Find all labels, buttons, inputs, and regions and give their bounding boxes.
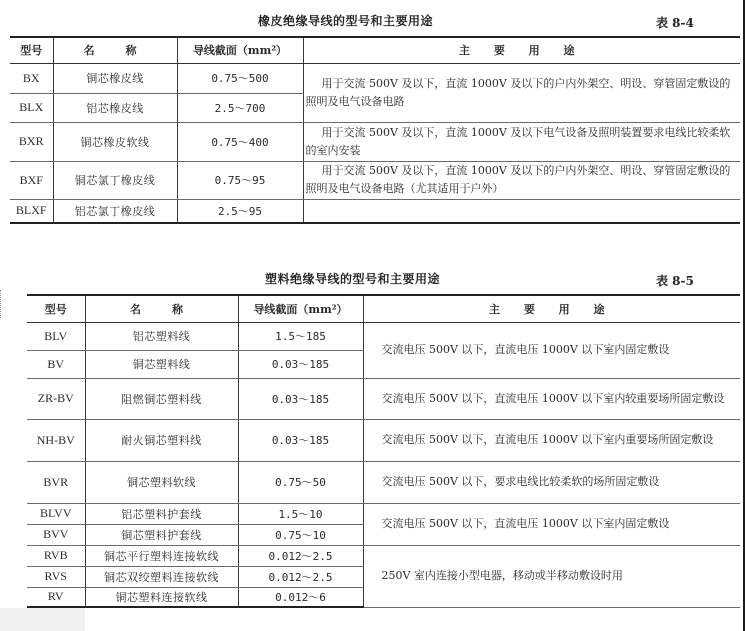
cell-name: 铜芯双绞塑料连接软线 — [85, 566, 238, 587]
cell-section: 0.75～400 — [177, 122, 303, 161]
table-8-4-caption: 橡皮绝缘导线的型号和主要用途 — [258, 14, 434, 28]
cell-section: 1.5～185 — [238, 322, 363, 350]
cell-name: 铜芯平行塑料连接软线 — [85, 545, 238, 566]
cell-name: 铜芯氯丁橡皮线 — [53, 161, 177, 199]
cell-section: 0.012～2.5 — [238, 566, 363, 587]
cell-usage — [363, 461, 740, 503]
usage-text: 交流电压 500V 以下，直流电压 1000V 以下室内重要场所固定敷设 — [381, 433, 714, 446]
cell-name: 铝芯塑料线 — [85, 322, 238, 350]
usage-text: 交流电压 500V 以下，直流电压 1000V 以下室内固定敷设 — [381, 343, 670, 356]
cell-name: 铜芯橡皮线 — [53, 63, 177, 93]
table-8-4 — [10, 36, 740, 224]
header-section: 导线截面（mm²） — [177, 37, 303, 63]
usage-text: 用于交流 500V 及以下，直流 1000V 及以下的户内外架空、明设、穿管固定敷设的照明及电气设备电路 — [305, 76, 731, 108]
usage-text: 用于交流 500V 及以下，直流 1000V 及以下电气设备及照明装置要求电线比较柔软的室内安装 — [305, 125, 731, 157]
table-8-5-number: 表 8-5 — [656, 274, 694, 288]
cell-section: 0.75～500 — [177, 63, 303, 93]
table-row — [10, 199, 740, 223]
usage-text: 交流电压 500V 以下，要求电线比较柔软的场所固定敷设 — [381, 475, 660, 488]
cell-usage — [363, 322, 740, 378]
cell-section: 0.012～6 — [238, 587, 363, 607]
table-row — [27, 503, 740, 524]
table-row — [27, 419, 740, 461]
cell-usage — [303, 63, 740, 122]
cell-name: 阻燃铜芯塑料线 — [85, 378, 238, 419]
usage-text: 250V 室内连接小型电器，移动或半移动敷设时用 — [381, 569, 623, 582]
table-row — [10, 63, 740, 93]
cell-model: BV — [27, 350, 85, 378]
header-model: 型号 — [10, 37, 53, 63]
header-model: 型号 — [27, 295, 85, 322]
cell-section: 0.75～95 — [177, 161, 303, 199]
cell-name: 铝芯塑料护套线 — [85, 503, 238, 524]
cell-name: 铜芯塑料护套线 — [85, 524, 238, 545]
corner-shade — [0, 608, 85, 631]
cell-model: BLV — [27, 322, 85, 350]
cell-name: 铝芯氯丁橡皮线 — [53, 199, 177, 223]
cell-model: BLX — [10, 93, 53, 122]
cell-model: ZR-BV — [27, 378, 85, 419]
cell-section: 0.03～185 — [238, 378, 363, 419]
cell-section: 0.75～50 — [238, 461, 363, 503]
cell-section: 0.75～10 — [238, 524, 363, 545]
cell-usage — [363, 419, 740, 461]
cell-section: 1.5～10 — [238, 503, 363, 524]
cell-model: RVB — [27, 545, 85, 566]
cell-model: BX — [10, 63, 53, 93]
cell-section: 0.03～185 — [238, 350, 363, 378]
cell-model: BXF — [10, 161, 53, 199]
header-usage: 主 要 用 途 — [363, 295, 740, 322]
cell-name: 铜芯塑料软线 — [85, 461, 238, 503]
usage-text: 交流电压 500V 以下，直流电压 1000V 以下室内较重要场所固定敷设 — [381, 391, 725, 405]
table-header-row — [10, 37, 740, 63]
cell-model: RV — [27, 587, 85, 607]
usage-text: 用于交流 500V 及以下，直流 1000V 及以下的户内外架空、明设、穿管固定敷设的照明及电气设备电路（尤其适用于户外） — [305, 164, 731, 195]
cell-model: RVS — [27, 566, 85, 587]
cell-usage — [303, 122, 740, 161]
table-row — [27, 322, 740, 350]
table-row — [10, 122, 740, 161]
cell-name: 铜芯橡皮软线 — [53, 122, 177, 161]
cell-usage — [363, 545, 740, 607]
table-8-5-caption: 塑料绝缘导线的型号和主要用途 — [265, 272, 441, 286]
cell-name: 铝芯橡皮线 — [53, 93, 177, 122]
cell-usage — [303, 199, 740, 223]
header-name: 名 称 — [85, 295, 238, 322]
cell-name: 铜芯塑料线 — [85, 350, 238, 378]
cell-model: NH-BV — [27, 419, 85, 461]
cell-usage — [303, 161, 740, 199]
table-row — [27, 378, 740, 419]
header-name: 名 称 — [53, 37, 177, 63]
cell-section: 2.5～700 — [177, 93, 303, 122]
cell-usage — [363, 378, 740, 419]
table-8-4-number: 表 8-4 — [656, 16, 694, 30]
cell-model: BXR — [10, 122, 53, 161]
cell-section: 2.5～95 — [177, 199, 303, 223]
cell-name: 铜芯塑料连接软线 — [85, 587, 238, 607]
cell-section: 0.012～2.5 — [238, 545, 363, 566]
table-row — [27, 461, 740, 503]
usage-text: 交流电压 500V 以下，直流电压 1000V 以下室内固定敷设 — [381, 517, 670, 530]
cell-model: BLVV — [27, 503, 85, 524]
cell-name: 耐火铜芯塑料线 — [85, 419, 238, 461]
cell-model: BVR — [27, 461, 85, 503]
cell-model: BVV — [27, 524, 85, 545]
table-8-5 — [27, 294, 740, 608]
cell-section: 0.03～185 — [238, 419, 363, 461]
cell-model: BLXF — [10, 199, 53, 223]
table-row — [27, 545, 740, 566]
margin-mark — [0, 290, 4, 318]
header-section: 导线截面（mm²） — [238, 295, 363, 322]
table-header-row — [27, 295, 740, 322]
cell-usage — [363, 503, 740, 545]
table-row — [10, 161, 740, 199]
header-usage: 主 要 用 途 — [303, 37, 740, 63]
